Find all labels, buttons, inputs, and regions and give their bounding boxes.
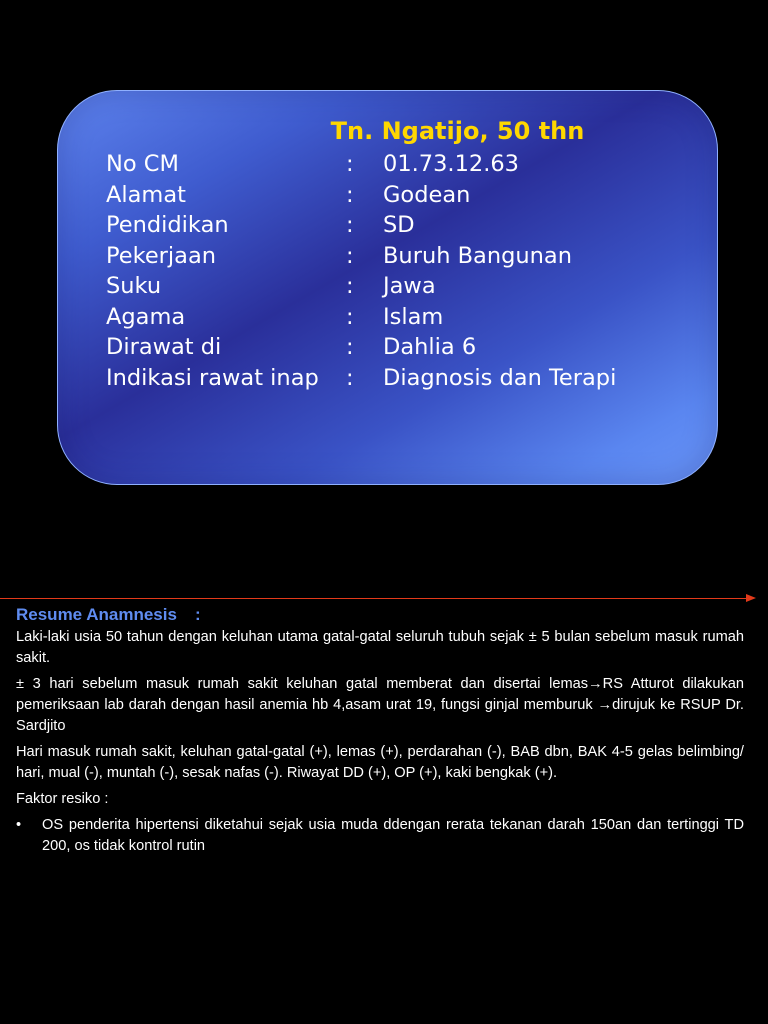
info-value: 01.73.12.63 <box>383 151 519 177</box>
info-label: Dirawat di <box>106 334 222 360</box>
info-separator: : <box>346 181 354 208</box>
risk-factor-list <box>16 815 744 857</box>
resume-section <box>16 604 744 857</box>
info-label: Agama <box>106 303 186 330</box>
section-divider <box>0 598 748 599</box>
resume-heading-text: Resume Anamnesis <box>16 605 177 624</box>
info-label: No CM <box>106 151 179 177</box>
info-label: Alamat <box>106 181 186 208</box>
list-item <box>16 815 744 857</box>
info-row-dirawat-di <box>106 332 616 363</box>
info-label: Indikasi rawat inap <box>106 364 319 391</box>
info-row-suku <box>106 271 616 302</box>
resume-paragraph: Laki-laki usia 50 tahun dengan keluhan utama gatal-gatal seluruh tubuh sejak ± 5 bulan sebelum masuk rumah sakit. <box>16 629 744 666</box>
info-separator: : <box>346 212 354 238</box>
info-row-agama <box>106 302 616 333</box>
divider-arrow-icon <box>746 594 756 602</box>
info-separator: : <box>346 334 354 360</box>
info-label: Suku <box>106 273 162 299</box>
resume-paragraph: Hari masuk rumah sakit, keluhan gatal-gatal (+), lemas (+), perdarahan (-), BAB dbn, BAK 4-5 gelas belimbing/ hari, mual (-), muntah (-), sesak nafas (-). Riwayat DD (+), OP (+), kaki bengkak (+). <box>16 744 744 781</box>
info-row-indikasi <box>106 363 616 394</box>
info-row-pekerjaan <box>106 241 616 272</box>
resume-paragraph: ± 3 hari sebelum masuk rumah sakit keluhan gatal memberat dan disertai lemas→RS Atturot dilakukan pemeriksaan lab darah dengan hasil anemia hb 4,asam urat 19, fungsi ginjal memburuk →dirujuk ke RSUP Dr. Sardjito <box>16 676 744 734</box>
resume-heading-colon: : <box>194 605 201 624</box>
info-row-pendidikan <box>106 210 616 241</box>
info-separator: : <box>346 273 354 299</box>
info-value: Dahlia 6 <box>383 334 477 360</box>
info-separator: : <box>346 364 354 391</box>
info-value: Islam <box>383 303 444 330</box>
patient-info-table <box>106 149 616 393</box>
info-value: Jawa <box>383 273 436 299</box>
info-row-no-cm <box>106 149 616 180</box>
list-item-text: OS penderita hipertensi diketahui sejak usia muda ddengan rerata tekanan darah 150an dan tertinggi TD 200, os tidak kontrol rutin <box>42 817 744 854</box>
info-row-alamat <box>106 180 616 211</box>
info-separator: : <box>346 303 354 330</box>
resume-heading <box>16 604 744 626</box>
risk-factor-label: Faktor resiko : <box>16 791 109 807</box>
info-label: Pekerjaan <box>106 242 217 269</box>
patient-info-card <box>57 90 718 485</box>
info-separator: : <box>346 151 354 177</box>
info-value: Godean <box>383 181 471 208</box>
info-label: Pendidikan <box>106 212 229 238</box>
bullet-icon: • <box>16 817 22 833</box>
info-value: SD <box>383 212 415 238</box>
info-value: Buruh Bangunan <box>383 242 572 269</box>
info-value: Diagnosis dan Terapi <box>383 364 617 391</box>
patient-title: Tn. Ngatijo, 50 thn <box>330 117 585 145</box>
info-separator: : <box>346 242 354 269</box>
